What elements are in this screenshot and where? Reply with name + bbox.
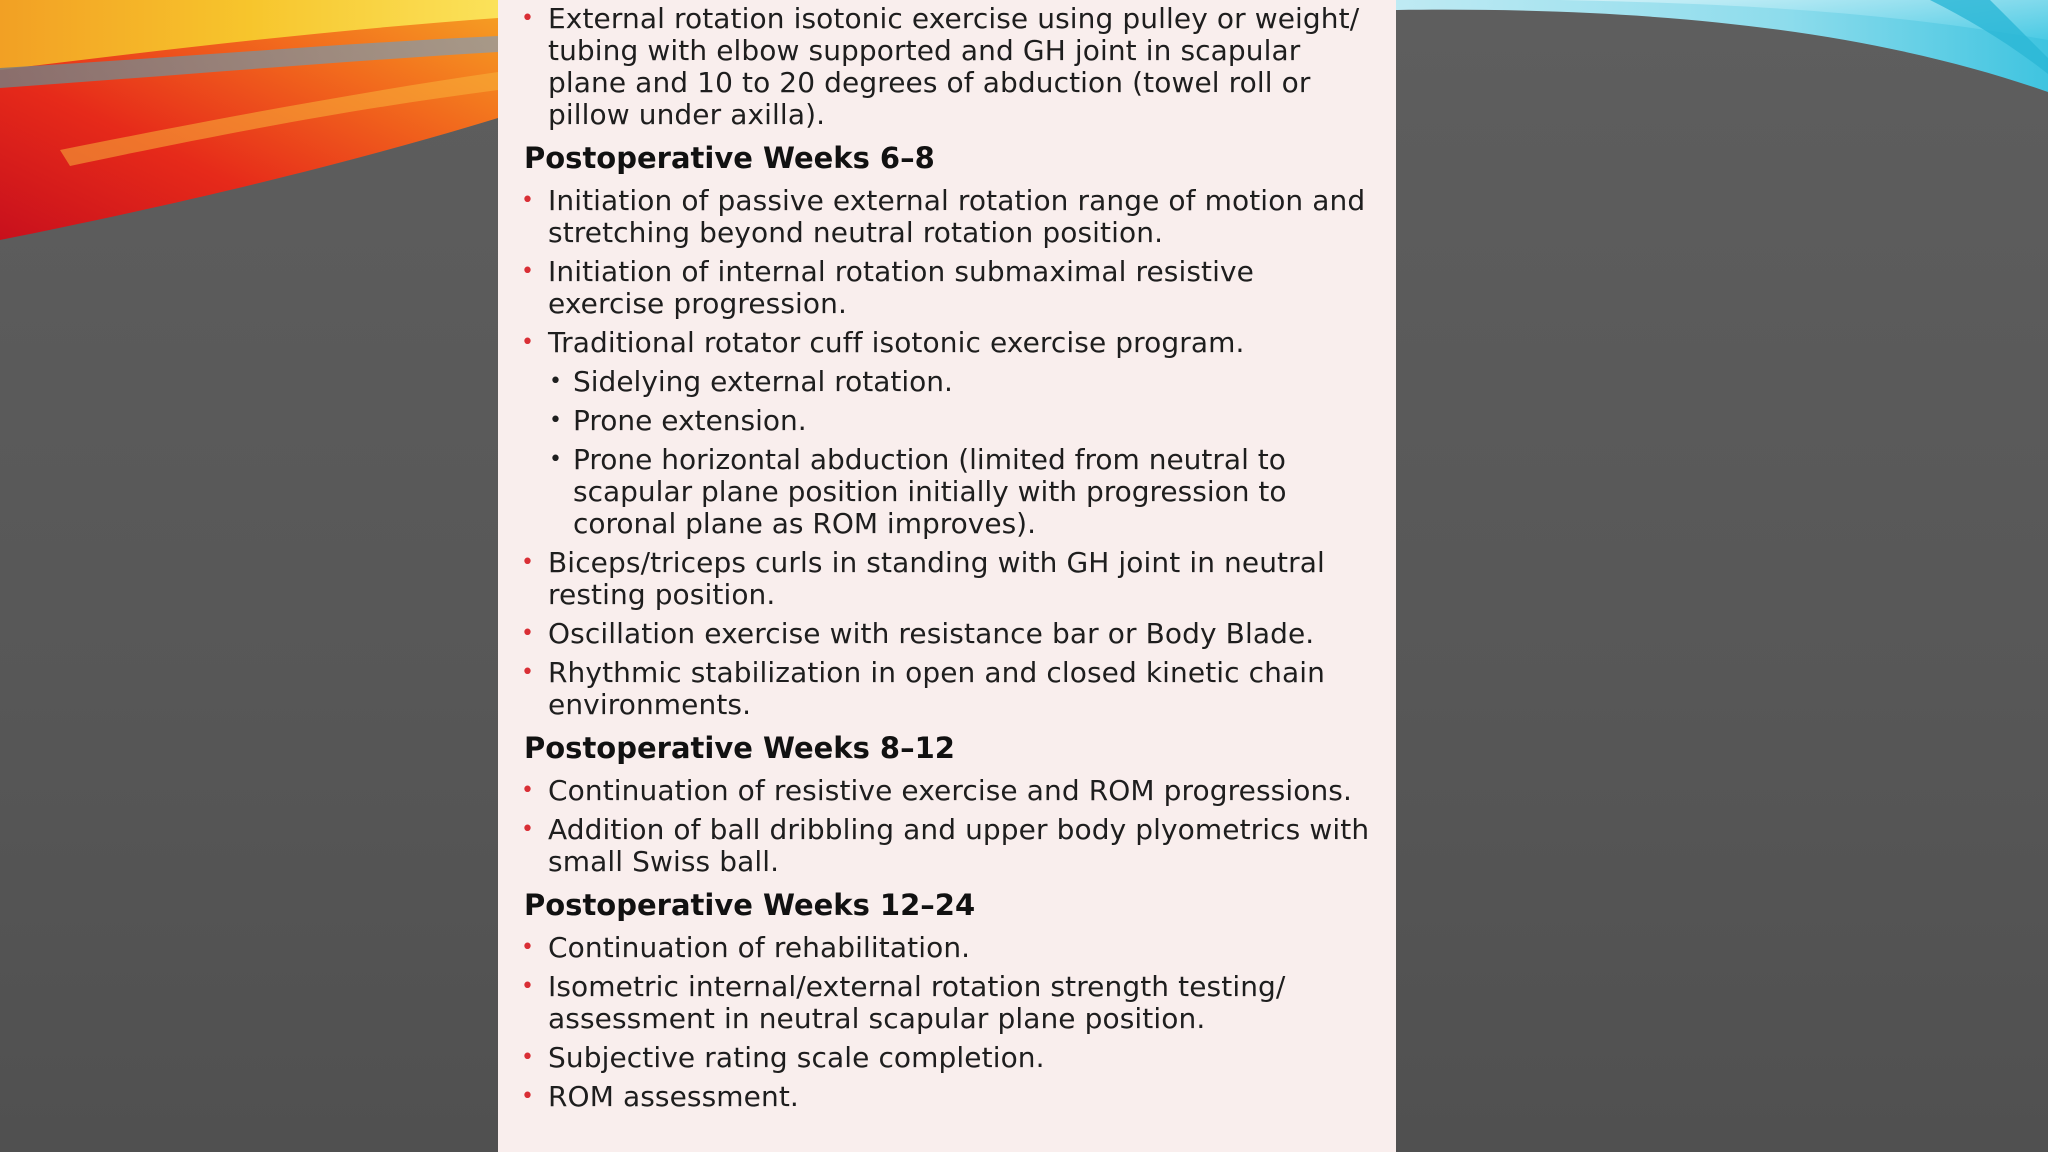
bullet-marker: • bbox=[521, 550, 535, 575]
list-item: • Traditional rotator cuff isotonic exercise program. bbox=[521, 326, 1245, 359]
bullet-marker: • bbox=[521, 778, 535, 803]
section-heading-weeks-12-24: Postoperative Weeks 12–24 bbox=[524, 888, 976, 922]
sub-list-item: • Sidelying external rotation. bbox=[549, 365, 953, 398]
bullet-marker: • bbox=[521, 259, 535, 284]
sub-list-item: • Prone extension. bbox=[549, 404, 807, 437]
bullet-marker: • bbox=[521, 330, 535, 355]
bullet-marker: • bbox=[521, 935, 535, 960]
sub-list-item: • Prone horizontal abduction (limited from neutral to scapular plane position initially with progression to coronal plane as ROM improves). bbox=[549, 443, 1287, 540]
list-item: • Subjective rating scale completion. bbox=[521, 1041, 1045, 1074]
sub-bullet-marker: • bbox=[549, 408, 562, 433]
list-item: • External rotation isotonic exercise using pulley or weight/ tubing with elbow supported and GH joint in scapular plane and 10 to 20 degrees of abduction (towel roll or pillow under axilla). bbox=[521, 2, 1360, 131]
sub-bullet-marker: • bbox=[549, 447, 562, 472]
list-item: • Isometric internal/external rotation strength testing/ assessment in neutral scapular plane position. bbox=[521, 970, 1286, 1035]
list-item: • Initiation of internal rotation submaximal resistive exercise progression. bbox=[521, 255, 1254, 320]
bullet-marker: • bbox=[521, 660, 535, 685]
list-item: • ROM assessment. bbox=[521, 1080, 799, 1113]
sub-bullet-marker: • bbox=[549, 369, 562, 394]
list-item: • Continuation of rehabilitation. bbox=[521, 931, 971, 964]
bullet-marker: • bbox=[521, 1084, 535, 1109]
bullet-marker: • bbox=[521, 974, 535, 999]
bullet-marker: • bbox=[521, 621, 535, 646]
list-item: • Rhythmic stabilization in open and closed kinetic chain environments. bbox=[521, 656, 1325, 721]
bullet-marker: • bbox=[521, 6, 535, 31]
section-heading-weeks-6-8: Postoperative Weeks 6–8 bbox=[524, 141, 935, 175]
list-item: • Initiation of passive external rotation range of motion and stretching beyond neutral rotation position. bbox=[521, 184, 1366, 249]
list-item: • Continuation of resistive exercise and ROM progressions. bbox=[521, 774, 1352, 807]
bullet-marker: • bbox=[521, 817, 535, 842]
section-heading-weeks-8-12: Postoperative Weeks 8–12 bbox=[524, 731, 955, 765]
list-item: • Oscillation exercise with resistance bar or Body Blade. bbox=[521, 617, 1315, 650]
list-item: • Addition of ball dribbling and upper body plyometrics with small Swiss ball. bbox=[521, 813, 1370, 878]
content-panel bbox=[498, 0, 1396, 1152]
bullet-marker: • bbox=[521, 1045, 535, 1070]
list-item: • Biceps/triceps curls in standing with GH joint in neutral resting position. bbox=[521, 546, 1325, 611]
bullet-marker: • bbox=[521, 188, 535, 213]
